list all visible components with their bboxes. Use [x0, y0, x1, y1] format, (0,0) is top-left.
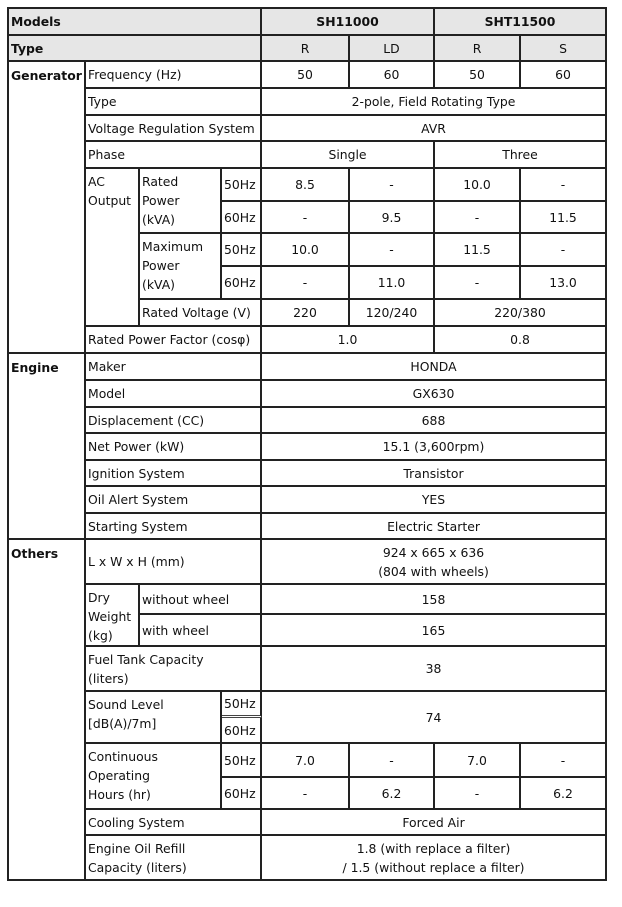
with-wheel-value: 165 — [262, 615, 607, 647]
ignition-value: Transistor — [262, 461, 607, 487]
section-others: Others — [9, 540, 86, 881]
engine-model-value: GX630 — [262, 381, 607, 408]
type-row — [9, 36, 607, 62]
engine-model-label: Model — [86, 381, 262, 408]
type-value: R — [262, 36, 350, 62]
voltage-regulation-value: AVR — [262, 116, 607, 142]
models-row — [9, 9, 607, 36]
fuel-tank-label: Fuel Tank Capacity (liters) — [86, 647, 262, 692]
frequency-row — [9, 62, 607, 89]
type-value: LD — [350, 36, 435, 62]
rated-power-label: Rated Power (kVA) — [140, 169, 222, 234]
cooling-label: Cooling System — [86, 810, 262, 836]
hz-label: 50Hz — [222, 169, 262, 202]
voltage-regulation-label: Voltage Regulation System — [86, 116, 262, 142]
without-wheel-label: without wheel — [140, 585, 262, 615]
dimensions-row — [9, 540, 607, 585]
max-power-value: 10.0 — [262, 234, 350, 267]
max-power-value: 11.0 — [350, 267, 435, 300]
net-power-label: Net Power (kW) — [86, 434, 262, 461]
rated-power-50hz-row — [9, 169, 607, 202]
frequency-value: 60 — [521, 62, 607, 89]
oil-alert-value: YES — [262, 487, 607, 514]
sound-level-value: 74 — [262, 692, 607, 744]
sound-level-label: Sound Level [dB(A)/7m] — [86, 692, 222, 744]
max-power-value: - — [435, 267, 521, 300]
maker-row — [9, 354, 607, 381]
operating-hours-value: 7.0 — [435, 744, 521, 778]
frequency-value: 50 — [435, 62, 521, 89]
type-value: R — [435, 36, 521, 62]
operating-hours-value: - — [262, 778, 350, 810]
specifications-table — [7, 7, 607, 881]
operating-hours-value: 6.2 — [521, 778, 607, 810]
ignition-label: Ignition System — [86, 461, 262, 487]
starting-label: Starting System — [86, 514, 262, 540]
operating-hours-value: - — [435, 778, 521, 810]
hz-label: 50Hz — [222, 744, 262, 778]
starting-value: Electric Starter — [262, 514, 607, 540]
hz-label: 60Hz — [222, 778, 262, 810]
rated-power-value: 9.5 — [350, 202, 435, 234]
cooling-value: Forced Air — [262, 810, 607, 836]
rated-power-value: 11.5 — [521, 202, 607, 234]
net-power-row — [9, 434, 607, 461]
hz-label: 60Hz — [222, 202, 262, 234]
frequency-value: 50 — [262, 62, 350, 89]
model-sh11000: SH11000 — [262, 9, 435, 36]
max-power-value: 13.0 — [521, 267, 607, 300]
displacement-label: Displacement (CC) — [86, 408, 262, 434]
dry-weight-label: Dry Weight (kg) — [86, 585, 140, 647]
displacement-row — [9, 408, 607, 434]
operating-hours-50hz-row — [9, 744, 607, 778]
operating-hours-value: - — [350, 744, 435, 778]
max-power-label: Maximum Power (kVA) — [140, 234, 222, 300]
ignition-row — [9, 461, 607, 487]
dimensions-value: 924 x 665 x 636 (804 with wheels) — [262, 540, 607, 585]
type-value: S — [521, 36, 607, 62]
phase-sh11000: Single — [262, 142, 435, 169]
fuel-tank-value: 38 — [262, 647, 607, 692]
operating-hours-value: 7.0 — [262, 744, 350, 778]
rated-power-value: - — [262, 202, 350, 234]
maker-label: Maker — [86, 354, 262, 381]
fuel-tank-row — [9, 647, 607, 692]
dry-weight-without-wheel-row — [9, 585, 607, 615]
hz-label: 60Hz — [222, 718, 262, 744]
type-label: Type — [9, 36, 262, 62]
power-factor-sht11500: 0.8 — [435, 327, 607, 354]
net-power-value: 15.1 (3,600rpm) — [262, 434, 607, 461]
max-power-value: 11.5 — [435, 234, 521, 267]
with-wheel-label: with wheel — [140, 615, 262, 647]
rated-voltage-value: 120/240 — [350, 300, 435, 327]
section-generator: Generator — [9, 62, 86, 354]
phase-row — [9, 142, 607, 169]
operating-hours-value: 6.2 — [350, 778, 435, 810]
rated-power-value: 8.5 — [262, 169, 350, 202]
power-factor-sh11000: 1.0 — [262, 327, 435, 354]
starting-row — [9, 514, 607, 540]
voltage-regulation-row — [9, 116, 607, 142]
engine-model-row — [9, 381, 607, 408]
maker-value: HONDA — [262, 354, 607, 381]
rated-power-value: - — [350, 169, 435, 202]
generator-type-label: Type — [86, 89, 262, 116]
rated-voltage-label: Rated Voltage (V) — [140, 300, 262, 327]
phase-label: Phase — [86, 142, 262, 169]
dimensions-label: L x W x H (mm) — [86, 540, 262, 585]
rated-power-value: - — [435, 202, 521, 234]
max-power-value: - — [262, 267, 350, 300]
rated-voltage-value: 220 — [262, 300, 350, 327]
rated-power-value: 10.0 — [435, 169, 521, 202]
cooling-row — [9, 810, 607, 836]
rated-power-value: - — [521, 169, 607, 202]
sound-level-50hz-row — [9, 692, 607, 718]
oil-alert-row — [9, 487, 607, 514]
phase-sht11500: Three — [435, 142, 607, 169]
generator-type-row — [9, 89, 607, 116]
oil-refill-row — [9, 836, 607, 881]
oil-refill-value: 1.8 (with replace a filter) / 1.5 (without replace a filter) — [262, 836, 607, 881]
max-power-value: - — [350, 234, 435, 267]
operating-hours-label: Continuous Operating Hours (hr) — [86, 744, 222, 810]
without-wheel-value: 158 — [262, 585, 607, 615]
power-factor-label: Rated Power Factor (cosφ) — [86, 327, 262, 354]
rated-voltage-value: 220/380 — [435, 300, 607, 327]
hz-label: 60Hz — [222, 267, 262, 300]
model-sht11500: SHT11500 — [435, 9, 607, 36]
frequency-label: Frequency (Hz) — [86, 62, 262, 89]
section-engine: Engine — [9, 354, 86, 540]
generator-type-value: 2-pole, Field Rotating Type — [262, 89, 607, 116]
power-factor-row — [9, 327, 607, 354]
operating-hours-value: - — [521, 744, 607, 778]
hz-label: 50Hz — [222, 692, 262, 718]
oil-refill-label: Engine Oil Refill Capacity (liters) — [86, 836, 262, 881]
ac-output-label: AC Output — [86, 169, 140, 327]
models-label: Models — [9, 9, 262, 36]
frequency-value: 60 — [350, 62, 435, 89]
max-power-value: - — [521, 234, 607, 267]
hz-label: 50Hz — [222, 234, 262, 267]
displacement-value: 688 — [262, 408, 607, 434]
oil-alert-label: Oil Alert System — [86, 487, 262, 514]
